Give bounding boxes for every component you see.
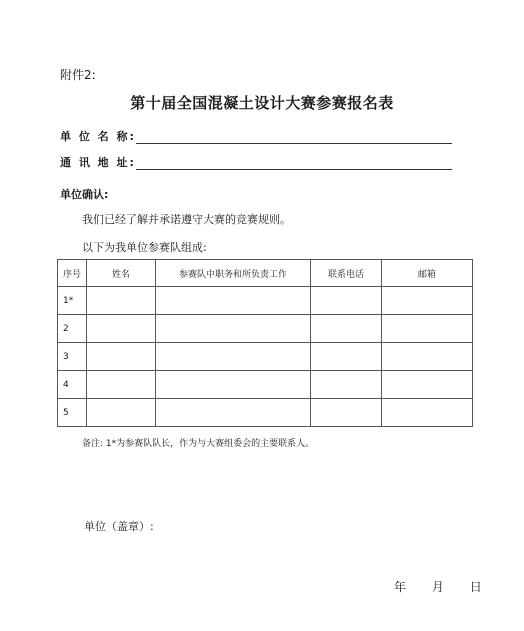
team-members-table [57,259,473,427]
name-cell[interactable] [87,399,156,427]
captain-note: 备注: 1*为参赛队队长，作为与大赛组委会的主要联系人。 [82,439,315,449]
email-cell[interactable] [382,399,473,427]
name-cell[interactable] [87,371,156,399]
header-role: 参赛队中职务和所负责工作 [156,260,311,287]
header-email: 邮箱 [382,260,473,287]
day-label: 日 [469,580,482,594]
phone-cell[interactable] [311,399,382,427]
header-index: 序号 [58,260,87,287]
table-row [58,371,473,399]
row-index: 1* [58,287,87,315]
name-cell[interactable] [87,287,156,315]
form-title: 第十届全国混凝土设计大赛参赛报名表 [130,94,394,112]
unit-confirmation-label: 单位确认: [60,188,109,201]
rules-commitment-text: 我们已经了解并承诺遵守大赛的竞赛规则。 [82,213,291,226]
header-phone: 联系电话 [311,260,382,287]
role-cell[interactable] [156,399,311,427]
name-cell[interactable] [87,315,156,343]
team-composition-intro: 以下为我单位参赛队组成: [82,241,207,254]
unit-stamp-label: 单位（盖章）: [84,520,154,533]
row-index: 2 [58,315,87,343]
address-row [60,154,452,170]
role-cell[interactable] [156,315,311,343]
phone-cell[interactable] [311,343,382,371]
email-cell[interactable] [382,287,473,315]
address-label: 通 讯 地 址: [60,156,136,169]
header-name: 姓名 [87,260,156,287]
date-line [394,578,482,595]
name-cell[interactable] [87,343,156,371]
phone-cell[interactable] [311,315,382,343]
role-cell[interactable] [156,287,311,315]
row-index: 4 [58,371,87,399]
address-field[interactable] [136,169,452,170]
phone-cell[interactable] [311,287,382,315]
attachment-label: 附件2: [60,68,96,82]
table-row [58,399,473,427]
email-cell[interactable] [382,371,473,399]
email-cell[interactable] [382,343,473,371]
unit-name-row [60,128,452,144]
month-label: 月 [431,580,444,594]
year-label: 年 [394,580,407,594]
row-index: 3 [58,343,87,371]
phone-cell[interactable] [311,371,382,399]
role-cell[interactable] [156,371,311,399]
table-row [58,343,473,371]
email-cell[interactable] [382,315,473,343]
role-cell[interactable] [156,343,311,371]
table-header-row [58,260,473,287]
row-index: 5 [58,399,87,427]
table-row [58,287,473,315]
unit-name-label: 单 位 名 称: [60,130,136,143]
table-row [58,315,473,343]
unit-name-field[interactable] [136,143,452,144]
